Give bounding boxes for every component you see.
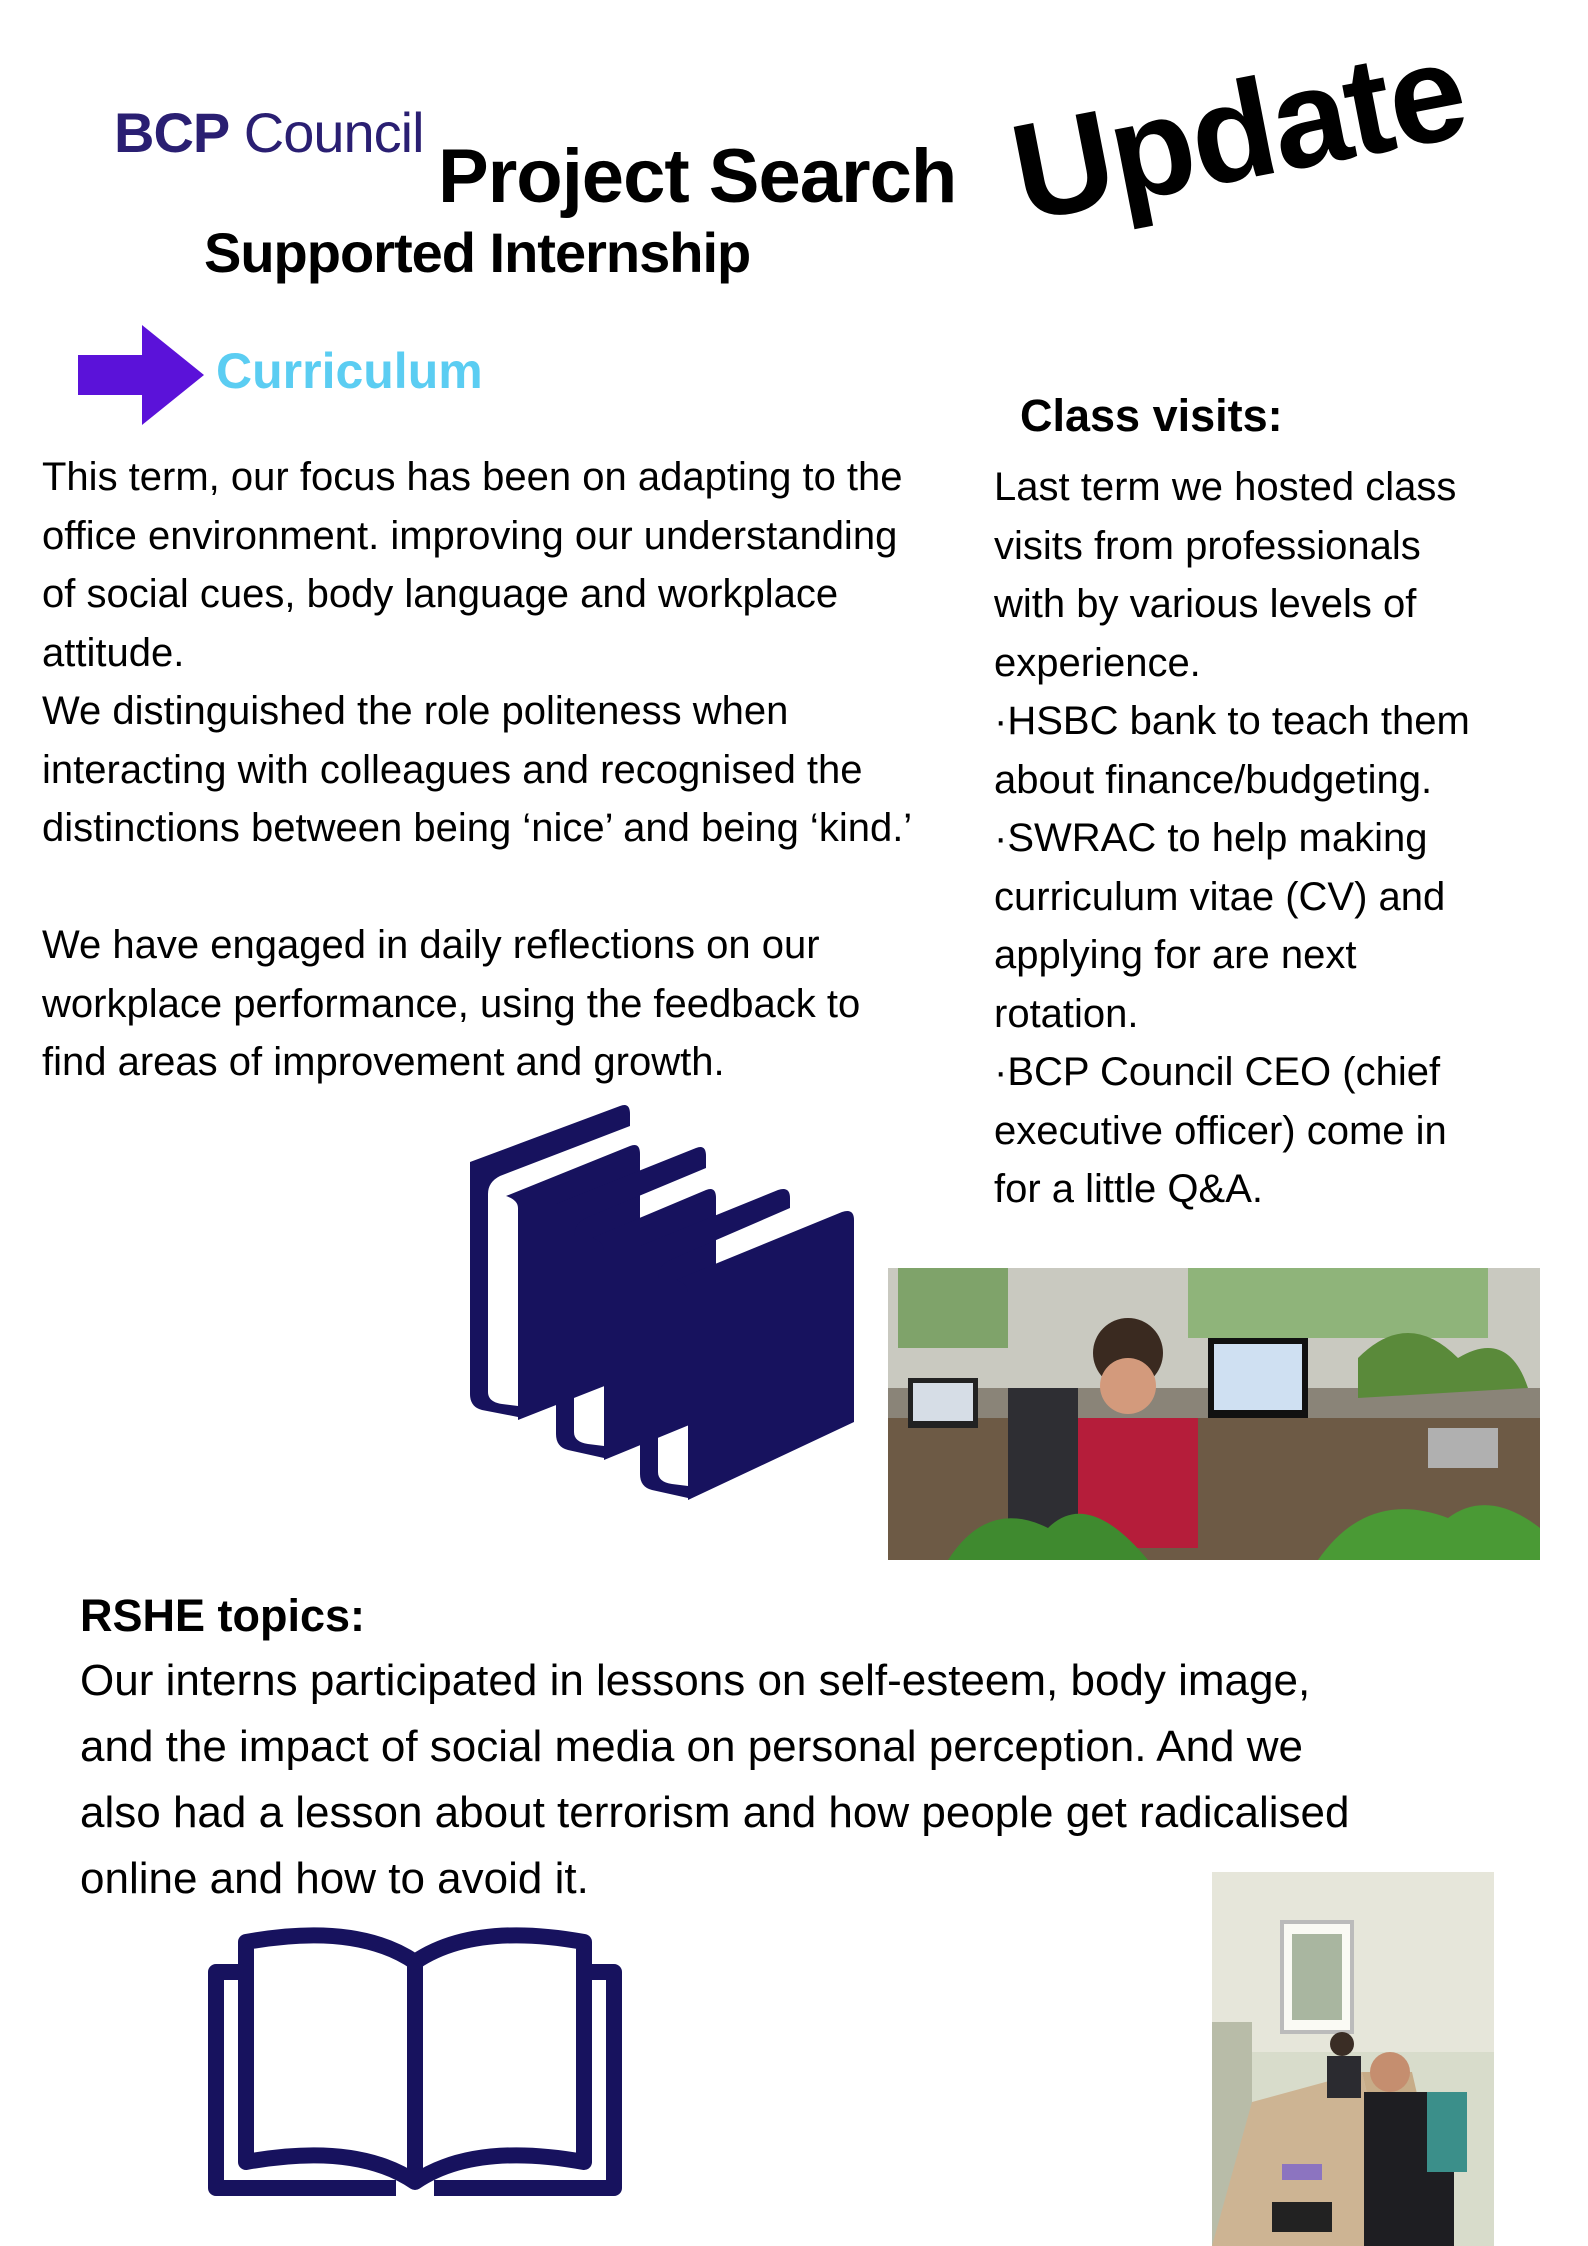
visits-line: experience. [994,640,1201,685]
right-arrow-icon [78,325,204,425]
visits-line: ·SWRAC to help making [994,816,1428,860]
curriculum-line: find areas of improvement and growth. [42,1040,725,1084]
visits-line: curriculum vitae (CV) and [994,874,1446,919]
class-visits-body [994,458,1554,1219]
visits-line: rotation. [994,991,1139,1036]
visits-line: Last term we hosted class [994,465,1457,509]
curriculum-line: office environment. improving our understanding [42,513,898,558]
rshe-line: also had a lesson about terrorism and how people get radicalised [80,1788,1350,1837]
rshe-line: Our interns participated in lessons on self-esteem, body image, [80,1656,1311,1705]
page-subtitle: Supported Internship [204,221,751,284]
curriculum-line: of social cues, body language and workplace [42,572,839,616]
visits-line: applying for are next [994,933,1357,977]
update-badge: Update [1000,12,1477,252]
rshe-line: online and how to avoid it. [80,1854,589,1903]
open-book-icon [206,1912,624,2198]
visits-line: about finance/budgeting. [994,757,1433,802]
visits-line: executive officer) come in [994,1108,1447,1153]
rshe-line: and the impact of social media on personal perception. And we [80,1722,1303,1771]
class-visits-heading: Class visits: [1020,390,1283,441]
visits-line: ·BCP Council CEO (chief [994,1050,1441,1094]
logo-regular: Council [243,101,424,164]
page-title: Project Search [438,134,957,219]
curriculum-heading: Curriculum [216,343,483,399]
curriculum-body [42,448,1002,1092]
curriculum-line: We distinguished the role politeness when [42,689,789,733]
visits-line: for a little Q&A. [994,1167,1263,1211]
office-photo [888,1268,1540,1560]
curriculum-line: interacting with colleagues and recognised the [42,747,863,792]
curriculum-line: attitude. [42,630,185,675]
classroom-photo [1212,1872,1494,2246]
curriculum-line: distinctions between being ‘nice’ and being ‘kind.’ [42,806,913,850]
visits-line: ·HSBC bank to teach them [994,699,1470,743]
curriculum-line: This term, our focus has been on adapting to the [42,455,903,499]
rshe-heading: RSHE topics: [80,1590,366,1641]
visits-line: visits from professionals [994,523,1421,568]
books-icon [460,1102,860,1502]
bcp-council-logo [114,100,424,165]
curriculum-line: We have engaged in daily reflections on our [42,923,820,967]
logo-bold: BCP [114,101,230,164]
curriculum-line: workplace performance, using the feedback to [42,981,861,1026]
visits-line: with by various levels of [994,582,1417,626]
